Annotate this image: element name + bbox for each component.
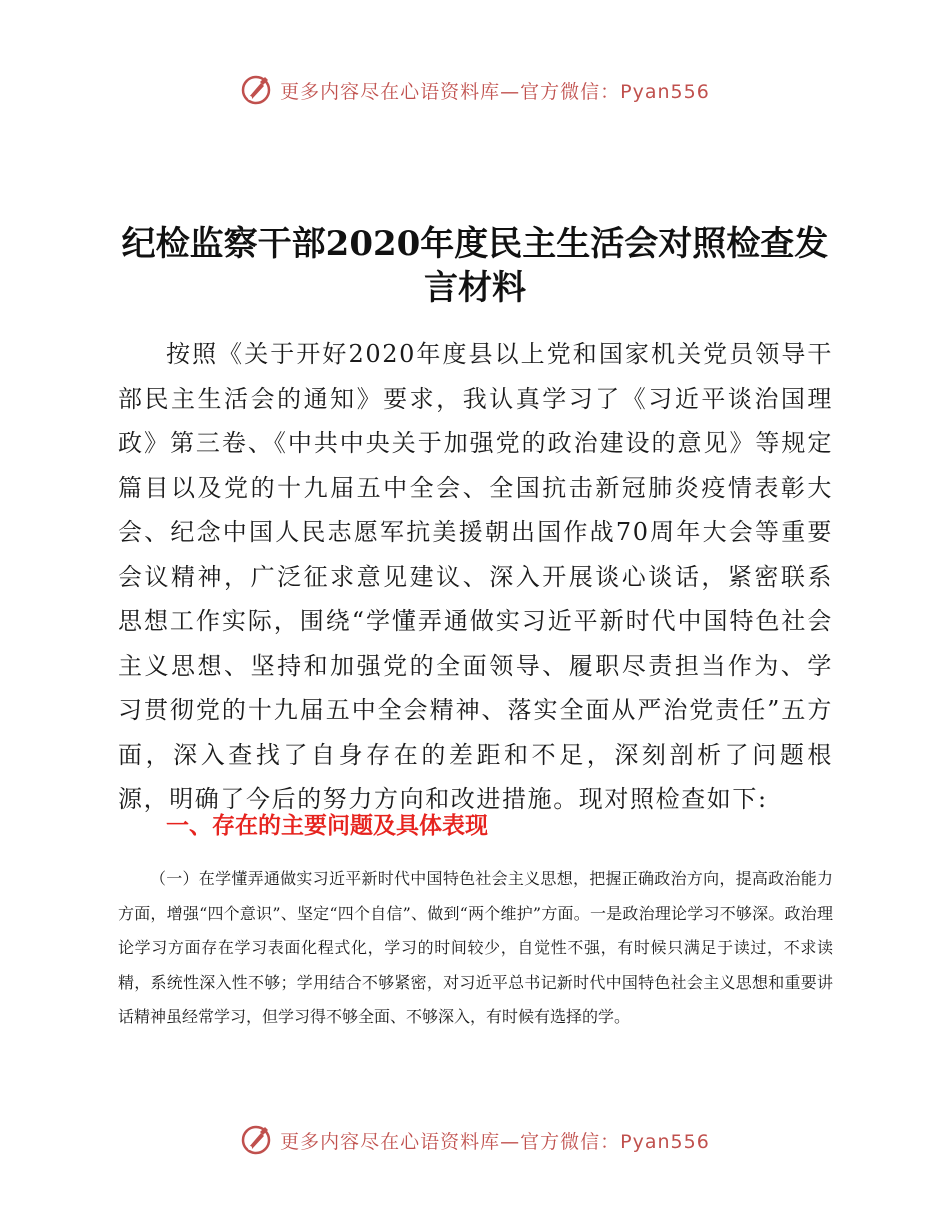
pen-nib-circle-icon	[240, 1124, 272, 1156]
document-title: 纪检监察干部2020年度民主生活会对照检查发言材料	[121, 224, 829, 308]
footer-watermark	[0, 1120, 950, 1160]
watermark-text: 更多内容尽在心语资料库—官方微信：Pyan556	[280, 1130, 710, 1153]
pen-nib-circle-icon	[240, 74, 272, 106]
section-heading: 一、存在的主要问题及具体表现	[166, 813, 488, 839]
watermark-text: 更多内容尽在心语资料库—官方微信：Pyan556	[280, 80, 710, 103]
subsection-paragraph: （一）在学懂弄通做实习近平新时代中国特色社会主义思想，把握正确政治方向，提高政治能力方面，增强“四个意识”、坚定“四个自信”、做到“两个维护”方面。一是政治理论学习不够深。政治理论学习方面存在学习表面化程式化，学习的时间较少，自觉性不强，有时候只满足于读过，不求读精，系统性深入性不够；学用结合不够紧密，对习近平总书记新时代中国特色社会主义思想和重要讲话精神虽经常学习，但学习得不够全面、不够深入，有时候有选择的学。	[118, 869, 833, 1026]
intro-paragraph: 按照《关于开好2020年度县以上党和国家机关党员领导干部民主生活会的通知》要求，我认真学习了《习近平谈治国理政》第三卷、《中共中央关于加强党的政治建设的意见》等规定篇目以及党的十九届五中全会、全国抗击新冠肺炎疫情表彰大会、纪念中国人民志愿军抗美援朝出国作战70周年大会等重要会议精神，广泛征求意见建议、深入开展谈心谈话，紧密联系思想工作实际，围绕“学懂弄通做实习近平新时代中国特色社会主义思想、坚持和加强党的全面领导、履职尽责担当作为、学习贯彻党的十九届五中全会精神、落实全面从严治党责任”五方面，深入查找了自身存在的差距和不足，深刻剖析了问题根源，明确了今后的努力方向和改进措施。现对照检查如下:	[118, 340, 833, 813]
header-watermark	[0, 70, 950, 110]
